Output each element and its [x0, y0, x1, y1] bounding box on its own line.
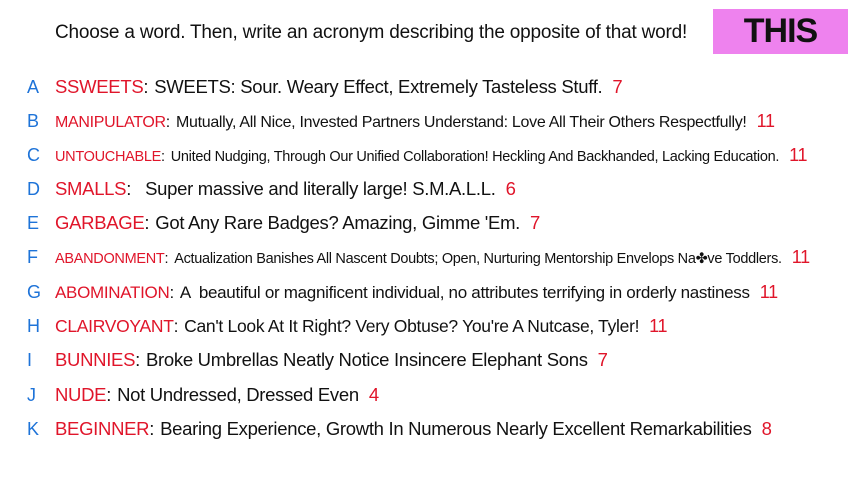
answer-acronym: Not Undressed, Dressed Even: [117, 384, 359, 405]
answer-acronym: Got Any Rare Badges? Amazing, Gimme 'Em.: [155, 212, 521, 233]
row-letter: A: [27, 76, 40, 97]
letter-count: 7: [612, 76, 623, 97]
answer-acronym: Broke Umbrellas Neatly Notice Insincere Elephant Sons: [145, 349, 588, 370]
answer-acronym: Actualization Banishes All Nascent Doubts; Open, Nurturing Mentorship Envelops Na✤ve Toddlers.: [174, 250, 782, 267]
answer-word: ABOMINATION: [55, 282, 170, 302]
answer-acronym: A beautiful or magnificent individual, no attributes terrifying in orderly nastiness: [179, 282, 750, 302]
letter-count: 11: [759, 281, 778, 302]
letter-count: 7: [597, 349, 608, 370]
answer-word: BUNNIES: [55, 349, 136, 370]
row-letter: E: [27, 212, 40, 233]
letter-count: 6: [505, 178, 516, 199]
letter-count: 11: [789, 144, 808, 165]
answer-word: CLAIRVOYANT: [55, 315, 174, 336]
answer-word: NUDE: [55, 384, 107, 405]
prompt-text: Choose a word. Then, write an acronym describing the opposite of that word!: [55, 22, 688, 43]
answer-acronym: Super massive and literally large! S.M.A.L.L.: [145, 178, 496, 199]
letter-count: 7: [530, 212, 541, 233]
letter-count: 11: [791, 246, 810, 267]
answer-acronym: Bearing Experience, Growth In Numerous Nearly Excellent Remarkabilities: [160, 418, 752, 439]
answer-acronym: Mutually, All Nice, Invested Partners Understand: Love All Their Others Respectfully!: [175, 113, 747, 131]
answer-acronym: Can't Look At It Right? Very Obtuse? You're A Nutcase, Tyler!: [184, 315, 640, 336]
letter-count: 4: [368, 384, 379, 405]
answer-word: SSWEETS: [55, 76, 144, 97]
row-letter: B: [27, 110, 40, 131]
answer-acronym: SWEETS: Sour. Weary Effect, Extremely Tasteless Stuff.: [154, 76, 603, 97]
row-letter: G: [27, 281, 42, 302]
row-letter: D: [27, 178, 40, 199]
answer-acronym: United Nudging, Through Our Unified Collaboration! Heckling And Backhanded, Lacking Education.: [170, 148, 780, 165]
answer-word: GARBAGE: [55, 212, 145, 233]
row-letter: K: [27, 418, 40, 439]
row-letter: J: [27, 384, 36, 405]
answer-word: ABANDONMENT: [55, 250, 165, 267]
row-letter: H: [27, 315, 40, 336]
letter-count: 11: [649, 315, 668, 336]
row-letter: F: [27, 246, 38, 267]
row-letter: C: [27, 144, 40, 165]
answer-word: SMALLS: [55, 178, 127, 199]
answer-word: UNTOUCHABLE: [55, 148, 162, 165]
this-badge: THIS: [713, 9, 848, 54]
letter-count: 11: [756, 110, 775, 131]
answer-word: MANIPULATOR: [55, 113, 166, 131]
letter-count: 8: [761, 418, 772, 439]
row-letter: I: [27, 349, 33, 370]
answer-word: BEGINNER: [55, 418, 150, 439]
